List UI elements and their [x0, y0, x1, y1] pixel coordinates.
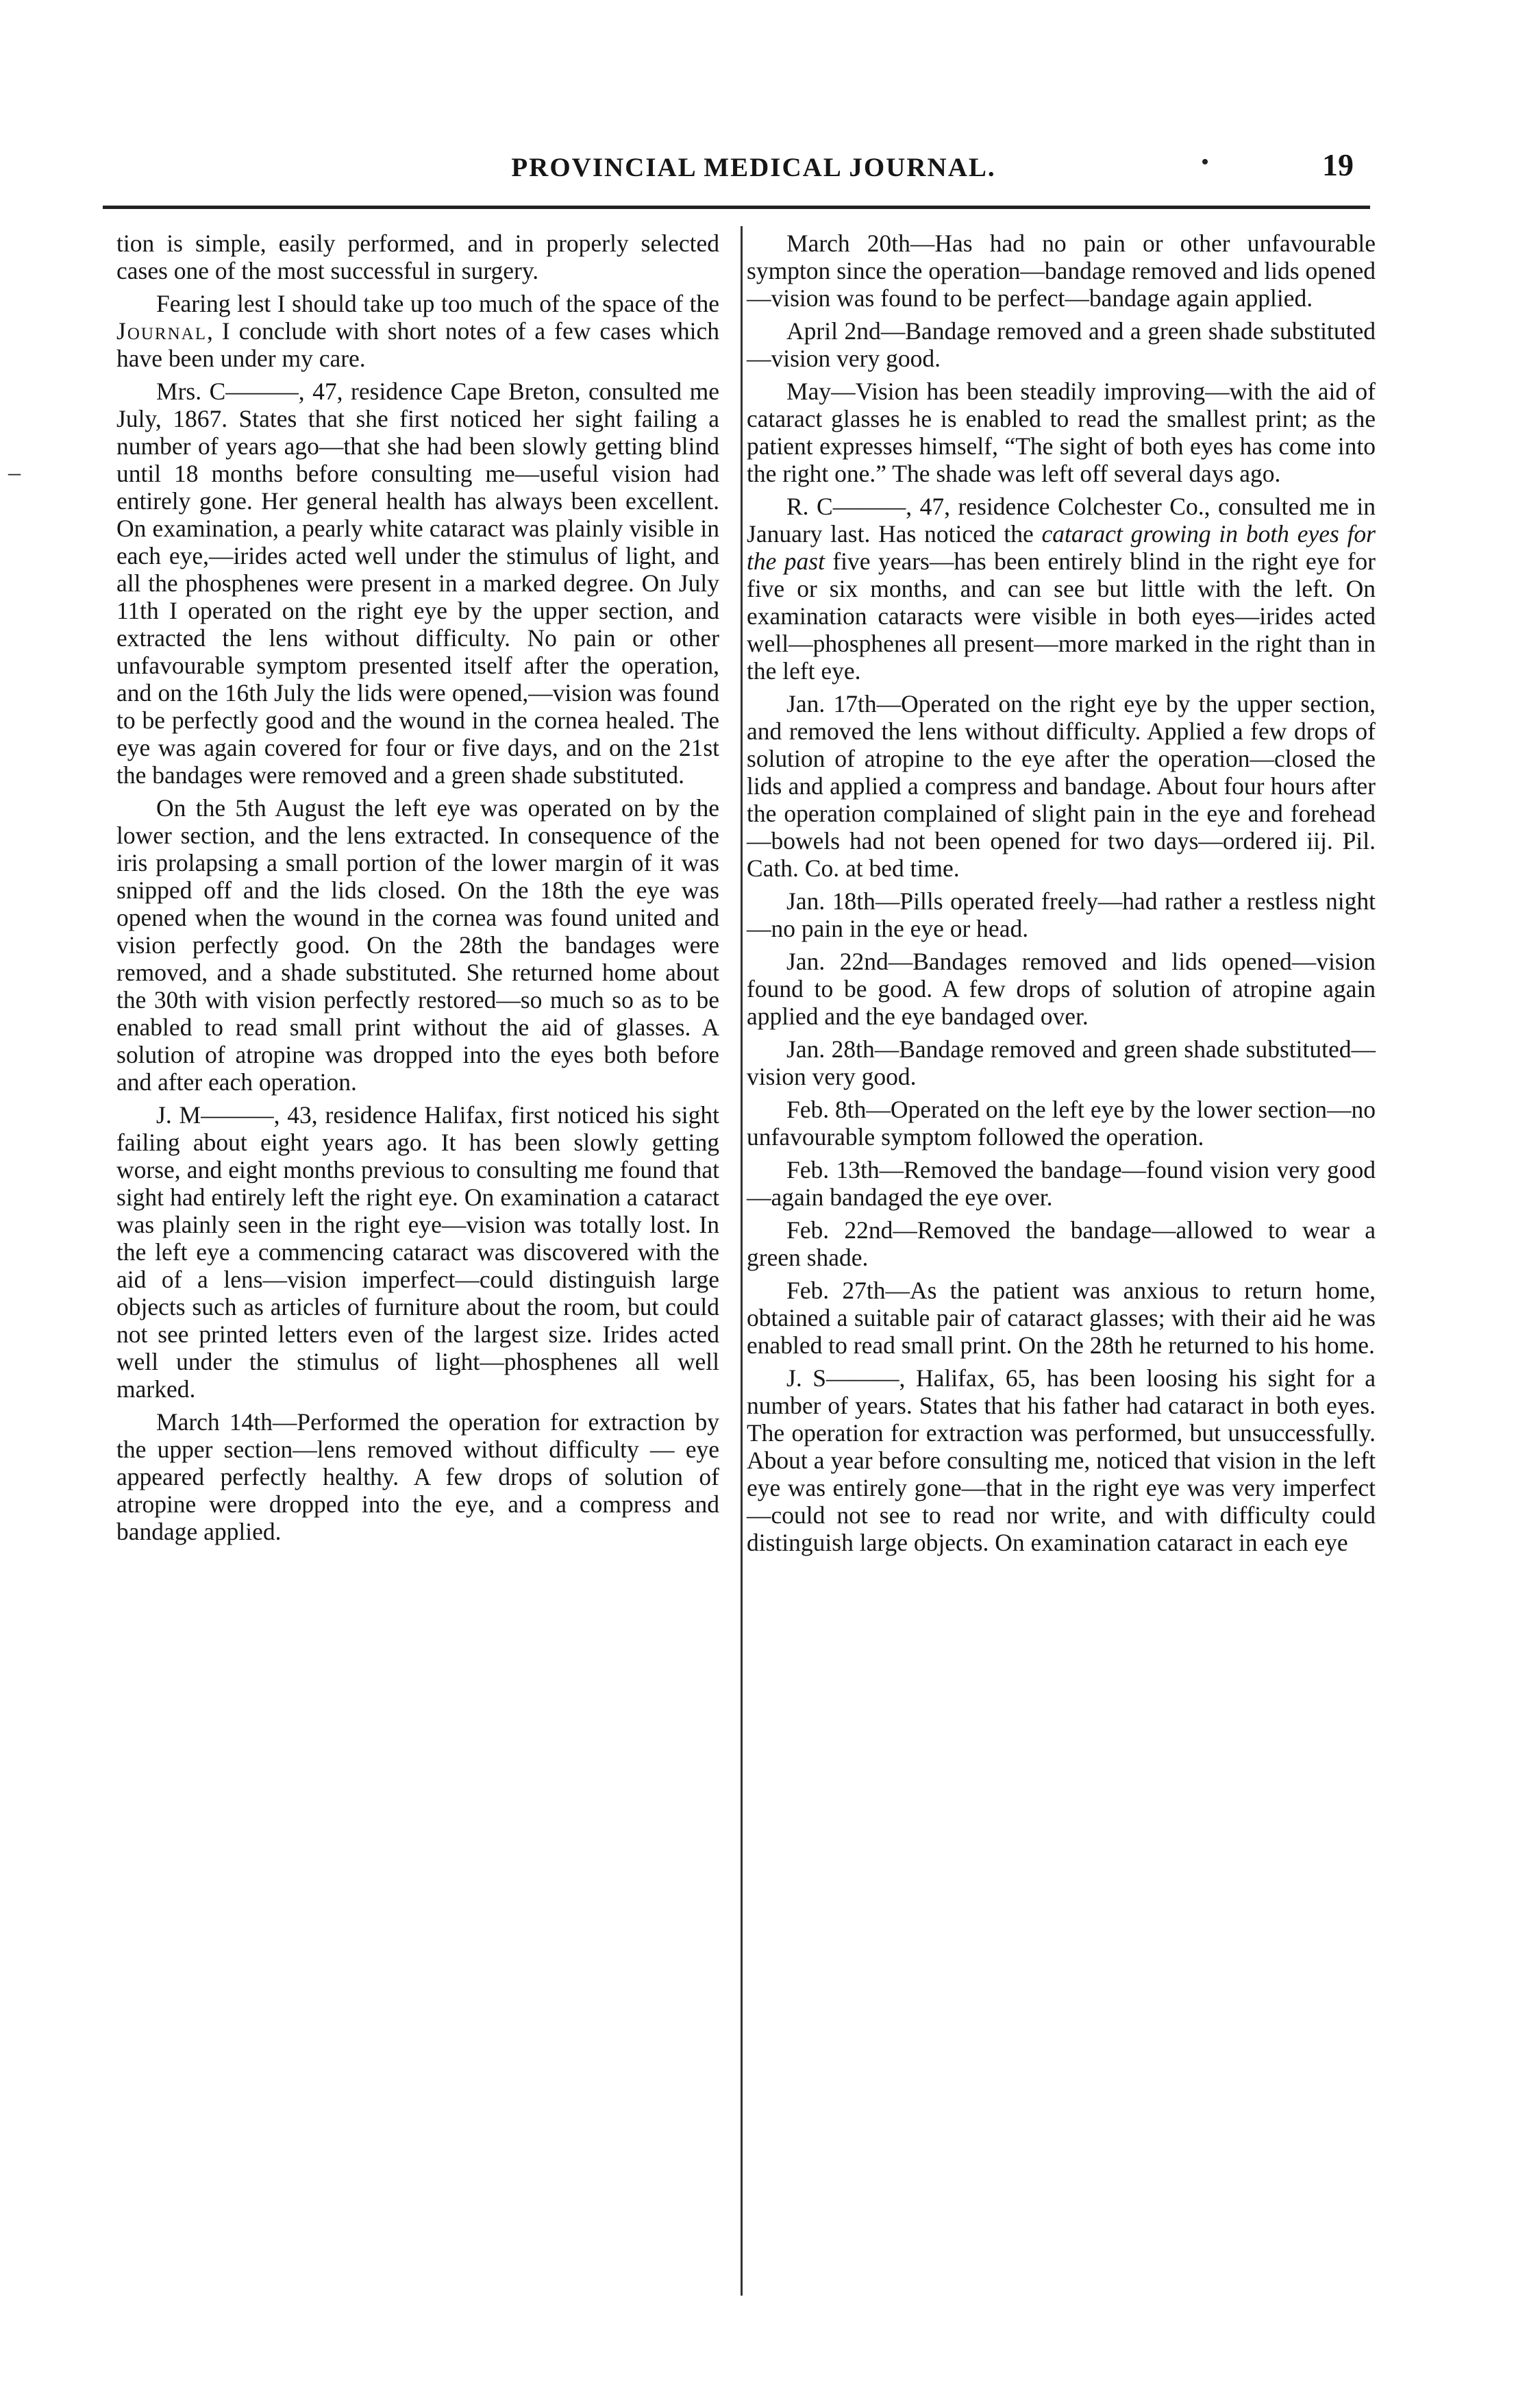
case-paragraph: March 14th—Performed the operation for extraction by the upper section—lens removed without difficulty — eye appeared perfectly healthy. A few drops of solution of atropine were dropped into the eye, and a compress and bandage applied. [116, 1408, 719, 1545]
case-paragraph: Jan. 18th—Pills operated freely—had rather a restless night—no pain in the eye or head. [747, 887, 1376, 942]
left-column [116, 230, 719, 1551]
running-title: PROVINCIAL MEDICAL JOURNAL. [511, 153, 996, 182]
case-paragraph: J. S———, Halifax, 65, has been loosing his sight for a number of years. States that his father had cataract in both eyes. The operation for extraction was performed, but unsuccessfully. About a year before consulting me, noticed that vision in the left eye was entirely gone—that in the right eye was very imperfect—could not see to read nor write, and with difficulty could distinguish large objects. On examination cataract in each eye [747, 1364, 1376, 1556]
italic-text: cataract growing in both eyes for the past [747, 520, 1376, 575]
case-paragraph: Jan. 17th—Operated on the right eye by the upper section, and removed the lens without difficulty. Applied a few drops of solution of atropine to the eye after the operation—closed the lids and applied a compress and bandage. About four hours after the operation complained of slight pain in the eye and forehead—bowels had not been opened for two days—ordered iij. Pil. Cath. Co. at bed time. [747, 690, 1376, 882]
text-run: Fearing lest I should take up too much of the space of the [156, 290, 719, 317]
case-paragraph: Feb. 27th—As the patient was anxious to return home, obtained a suitable pair of cataract glasses; with their aid he was enabled to read small print. On the 28th he returned to his home. [747, 1277, 1376, 1359]
case-paragraph [747, 493, 1376, 685]
case-paragraph: J. M———, 43, residence Halifax, first noticed his sight failing about eight years ago. It has been slowly getting worse, and eight months previous to consulting me found that sight had entirely left the right eye. On examination a cataract was plainly seen in the right eye—vision was totally lost. In the left eye a commencing cataract was discovered with the aid of a lens—vision imperfect—could distinguish large objects such as articles of furniture about the room, but could not see printed letters even of the largest size. Irides acted well under the stimulus of light—phosphenes all well marked. [116, 1101, 719, 1403]
column-divider [741, 226, 743, 2296]
margin-dash: – [8, 458, 21, 486]
text-run: R. C———, 47, residence Colchester Co., consulted me in January last. Has noticed the [747, 493, 1376, 548]
page-number: 19 [1322, 147, 1354, 182]
header-rule [103, 206, 1370, 209]
text-run: five years—has been entirely blind in the right eye for five or six months, and can see but little with the left. On examination cataracts were visible in both eyes—irides acted well—phosphenes all present—more marked in the right than in the left eye. [747, 548, 1376, 685]
case-paragraph: Feb. 22nd—Removed the bandage—allowed to wear a green shade. [747, 1216, 1376, 1271]
case-paragraph: Mrs. C———, 47, residence Cape Breton, consulted me July, 1867. States that she first noticed her sight failing a number of years ago—that she had been slowly getting blind until 18 months before consulting me—useful vision had entirely gone. Her general health has always been excellent. On examination, a pearly white cataract was plainly visible in each eye,—irides acted well under the stimulus of light, and all the phosphenes were present in a marked degree. On July 11th I operated on the right eye by the upper section, and extracted the lens without difficulty. No pain or other unfavourable symptom presented itself after the operation, and on the 16th July the lids were opened,—vision was found to be perfectly good and the wound in the cornea healed. The eye was again covered for four or five days, and on the 21st the bandages were removed and a green shade substituted. [116, 378, 719, 789]
case-paragraph: Jan. 28th—Bandage removed and green shade substituted—vision very good. [747, 1035, 1376, 1090]
text-run: , I conclude with short notes of a few cases which have been under my care. [116, 317, 719, 372]
case-paragraph: May—Vision has been steadily improving—with the aid of cataract glasses he is enabled to read the smallest print; as the patient expresses himself, “The sight of both eyes has come into the right one.” The shade was left off several days ago. [747, 378, 1376, 487]
printer-dot [1202, 159, 1208, 164]
journal-name: Journal [116, 317, 207, 345]
case-paragraph: Feb. 13th—Removed the bandage—found vision very good—again bandaged the eye over. [747, 1156, 1376, 1211]
case-paragraph: April 2nd—Bandage removed and a green shade substituted—vision very good. [747, 317, 1376, 372]
right-column [747, 230, 1376, 1562]
case-paragraph: Feb. 8th—Operated on the left eye by the lower section—no unfavourable symptom followed the operation. [747, 1096, 1376, 1151]
case-paragraph: March 20th—Has had no pain or other unfavourable sympton since the operation—bandage removed and lids opened—vision was found to be perfect—bandage again applied. [747, 230, 1376, 312]
case-paragraph: On the 5th August the left eye was operated on by the lower section, and the lens extracted. In consequence of the iris prolapsing a small portion of the lower margin of it was snipped off and the lids closed. On the 18th the eye was opened when the wound in the cornea was found united and vision perfectly good. On the 28th the bandages were removed, and a shade substituted. She returned home about the 30th with vision perfectly restored—so much so as to be enabled to read small print without the aid of glasses. A solution of atropine was dropped into the eyes both before and after each operation. [116, 794, 719, 1096]
case-paragraph: Jan. 22nd—Bandages removed and lids opened—vision found to be good. A few drops of solution of atropine again applied and the eye bandaged over. [747, 948, 1376, 1030]
paragraph: tion is simple, easily performed, and in properly selected cases one of the most successful in surgery. [116, 230, 719, 284]
paragraph [116, 290, 719, 372]
